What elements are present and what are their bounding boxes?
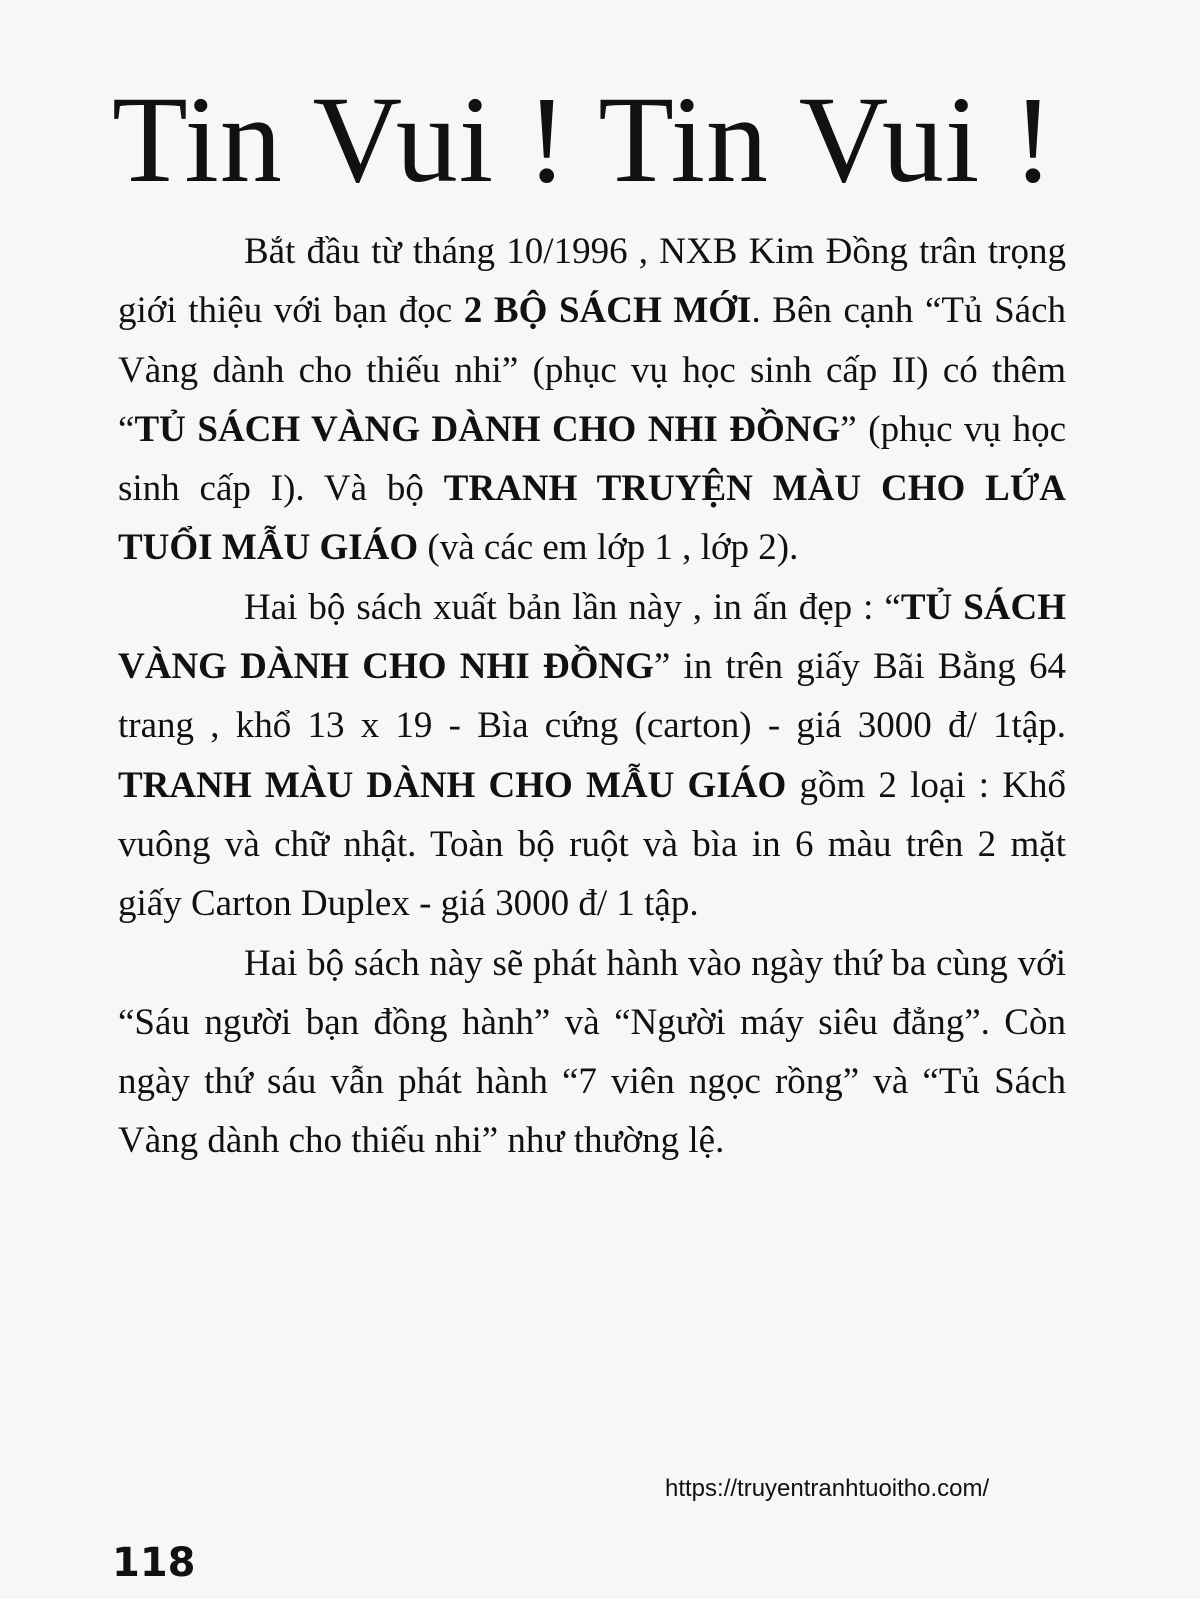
paragraph-1-bold-2: TỦ SÁCH VÀNG DÀNH CHO NHI ĐỒNG bbox=[134, 408, 841, 450]
paragraph-1-bold-3: TRANH TRUYỆN MÀU CHO LỨA TUỔI MẪU GIÁO bbox=[118, 468, 1066, 569]
paragraph-1 bbox=[118, 222, 1066, 578]
paragraph-2 bbox=[118, 578, 1066, 934]
paragraph-3 bbox=[118, 934, 1066, 1171]
article-body bbox=[118, 222, 1066, 1171]
page-title: Tin Vui ! Tin Vui ! bbox=[112, 71, 1055, 208]
paragraph-2-bold-1: TỦ SÁCH VÀNG DÀNH CHO NHI ĐỒNG bbox=[118, 586, 1066, 688]
paragraph-1-bold-1: 2 BỘ SÁCH MỚI bbox=[463, 290, 752, 332]
paragraph-2-text: Hai bộ sách xuất bản lần này , in ấn đẹp : “ bbox=[244, 586, 901, 628]
paragraph-1-text: ” (phục vụ học sinh cấp I). Và bộ bbox=[118, 408, 1066, 510]
paragraph-2-bold-2: TRANH MÀU DÀNH CHO MẪU GIÁO bbox=[118, 764, 787, 806]
paragraph-1-text: Bắt đầu từ tháng 10/1996 , NXB Kim Đồng trân trọng giới thiệu với bạn đọc bbox=[118, 231, 1066, 332]
paragraph-2-text: ” in trên giấy Bãi Bằng 64 trang , khổ 13 x 19 - Bìa cứng (carton) - giá 3000 đ/ 1tập. bbox=[118, 646, 1066, 747]
paragraph-1-text: . Bên cạnh “Tủ Sách Vàng dành cho thiếu nhi” (phục vụ học sinh cấp II) có thêm “ bbox=[118, 290, 1066, 450]
paragraph-2-text: gồm 2 loại : Khổ vuông và chữ nhật. Toàn bộ ruột và bìa in 6 màu trên 2 mặt giấy Carton Duplex - giá 3000 đ/ 1 tập. bbox=[118, 764, 1067, 925]
watermark-url: https://truyentranhtuoitho.com/ bbox=[665, 1475, 990, 1502]
paragraph-1-text: (và các em lớp 1 , lớp 2). bbox=[418, 527, 799, 569]
paragraph-3-text: Hai bộ sách này sẽ phát hành vào ngày thứ ba cùng với “Sáu người bạn đồng hành” và “Người máy siêu đẳng”. Còn ngày thứ sáu vẫn phát hành “7 viên ngọc rồng” và “Tủ Sách Vàng dành cho thiếu nhi” như thường lệ. bbox=[118, 942, 1066, 1162]
page-number: 118 bbox=[112, 1540, 196, 1586]
